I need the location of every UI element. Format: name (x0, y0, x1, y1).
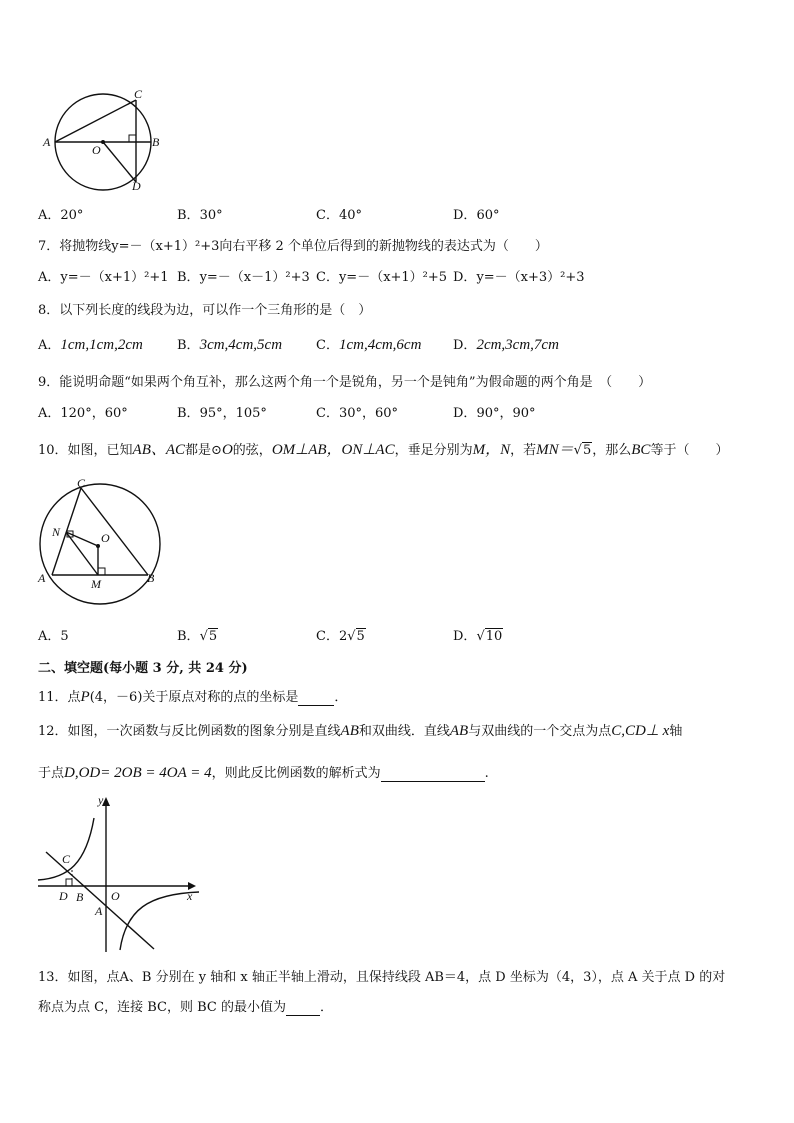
q8-option-a[interactable]: A．1cm,1cm,2cm (38, 337, 143, 353)
label-A: A (43, 135, 51, 149)
label-M: M (91, 577, 101, 591)
q6-option-a[interactable]: A．20° (38, 208, 84, 223)
label-O: O (111, 889, 120, 903)
label-D: D (59, 889, 68, 903)
label-O: O (101, 531, 110, 545)
q7-option-d[interactable]: D．y=－（x+3）²+3 (453, 270, 585, 285)
q10-stem: 10．如图，已知AB、AC都是⊙O的弦，OM⊥AB，ON⊥AC，垂足分别为M，N，若MN＝√5，那么BC等于（ ） (38, 442, 729, 458)
sqrt-5: √5 (199, 629, 218, 644)
circle-figure-q10 (34, 478, 164, 608)
q7-option-b[interactable]: B．y=－（x－1）²+3 (177, 270, 310, 285)
label-C: C (134, 87, 143, 101)
q7-option-c[interactable]: C．y=－（x+1）²+5 (316, 270, 448, 285)
label-C: C (77, 476, 86, 490)
q13-stem-line2: 称点为点 C，连接 BC，则 BC 的最小值为 ． (38, 1000, 333, 1015)
q6-option-b[interactable]: B．30° (177, 208, 223, 223)
section-title: 二、填空题(每小题 3 分, 共 24 分) (38, 661, 248, 676)
label-B: B (152, 135, 160, 149)
label-C: C (62, 852, 71, 866)
q12-answer-blank[interactable] (381, 768, 485, 782)
label-y: y (98, 793, 104, 807)
q9-option-b[interactable]: B．95°，105° (177, 406, 267, 421)
q12-stem-line1: 12．如图，一次函数与反比例函数的图象分别是直线AB和双曲线．直线AB与双曲线的一个交点为点C,CD⊥ x轴 (38, 723, 683, 739)
q11-answer-blank[interactable] (298, 692, 334, 706)
q9-option-a[interactable]: A．120°，60° (38, 406, 128, 421)
q8-option-b[interactable]: B．3cm,4cm,5cm (177, 337, 283, 353)
label-O: O (92, 143, 101, 157)
label-N: N (52, 525, 61, 539)
label-B: B (147, 571, 155, 585)
q7-option-a[interactable]: A．y=－（x+1）²+1 (38, 270, 169, 285)
q11-stem: 11．点P(4，－6)关于原点对称的点的坐标是 ． (38, 689, 348, 705)
q9-stem: 9．能说明命题“如果两个角互补，那么这两个角一个是锐角，另一个是钝角”为假命题的两个角是 （ ） (38, 375, 652, 390)
sqrt-5: √5 (347, 629, 365, 644)
sqrt-5: √5 (573, 443, 592, 458)
label-B: B (76, 890, 84, 904)
q13-stem-line1: 13．如图，点A、B 分别在 y 轴和 x 轴正半轴上滑动，且保持线段 AB＝4，点 D 坐标为（4，3），点 A 关于点 D 的对 (38, 970, 726, 985)
q8-stem: 8．以下列长度的线段为边，可以作一个三角形的是（ ） (38, 303, 372, 318)
q8-option-d[interactable]: D．2cm,3cm,7cm (453, 337, 559, 353)
coordinate-figure-q12 (34, 792, 204, 957)
q6-option-c[interactable]: C．40° (316, 208, 362, 223)
label-x: x (187, 889, 193, 903)
q9-option-c[interactable]: C．30°，60° (316, 406, 399, 421)
label-D: D (132, 179, 141, 193)
q10-option-c[interactable]: C．2√5 (316, 629, 365, 644)
q8-option-c[interactable]: C．1cm,4cm,6cm (316, 337, 422, 353)
label-A: A (38, 571, 46, 585)
circle-figure-q6 (40, 88, 170, 193)
q12-stem-line2: 于点D,OD= 2OB = 4OA = 4，则此反比例函数的解析式为 . (38, 765, 489, 781)
q13-answer-blank[interactable] (286, 1002, 320, 1016)
q10-option-b[interactable]: B．√5 (177, 629, 218, 644)
q6-option-d[interactable]: D．60° (453, 208, 500, 223)
q7-stem: 7．将抛物线y=－（x+1）²+3向右平移 2 个单位后得到的新抛物线的表达式为（ ） (38, 239, 548, 254)
q10-option-a[interactable]: A．5 (38, 629, 69, 644)
q10-option-d[interactable]: D．√10 (453, 629, 503, 644)
label-A: A (95, 904, 103, 918)
sqrt-10: √10 (476, 629, 503, 644)
q9-option-d[interactable]: D．90°，90° (453, 406, 536, 421)
